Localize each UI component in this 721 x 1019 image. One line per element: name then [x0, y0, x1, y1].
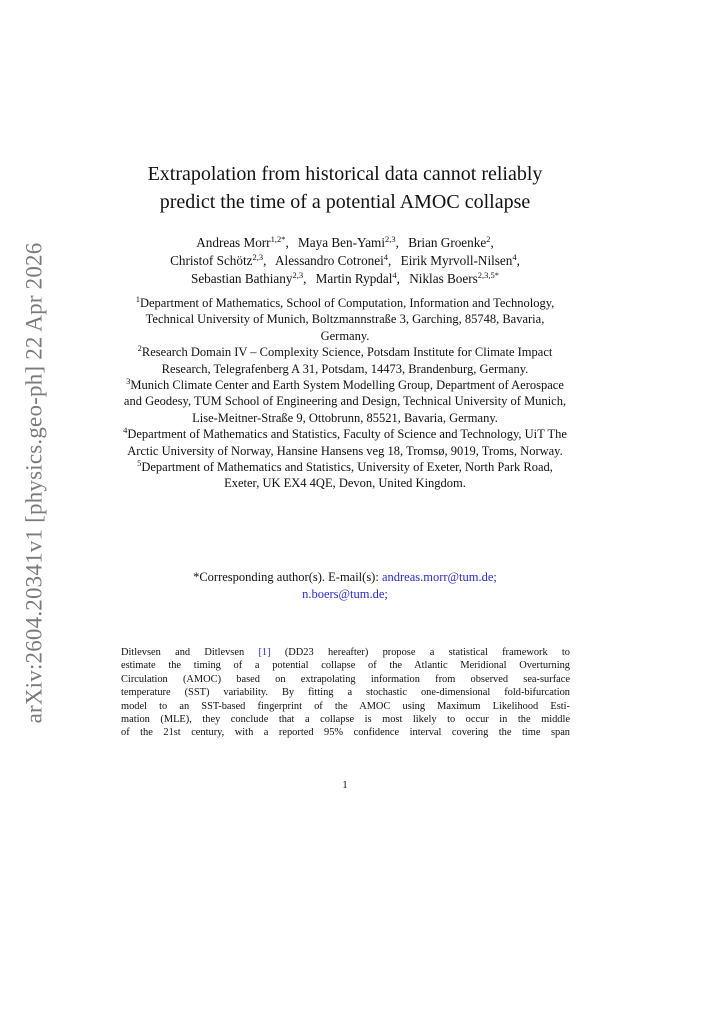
author-list — [110, 234, 580, 288]
title-line-1: Extrapolation from historical data cannot reliably — [147, 163, 543, 185]
author-line-1 — [110, 234, 580, 252]
author: Martin Rypdal$^4$, — [315, 270, 400, 286]
corresponding-authors — [120, 569, 570, 603]
author-line-3 — [110, 270, 580, 288]
affiliations — [120, 295, 570, 492]
arxiv-identifier: arXiv:2604.20341v1 [physics.geo-ph] 22 Apr 2026 — [21, 242, 46, 723]
author: Niklas Boers$^{2,3,5*}$ — [409, 270, 500, 286]
paper-title — [120, 160, 570, 216]
email-link-boers[interactable]: n.boers@tum.de; — [302, 587, 388, 601]
abstract — [121, 646, 570, 740]
abstract-line: model to an SST-based fingerprint of the AMOC using Maximum Likelihood Esti- — [121, 700, 570, 712]
author: Alessandro Cotronei$^4$, — [275, 252, 392, 268]
affiliation: $^3$Munich Climate Center and Earth System Modelling Group, Department of Aerospace and Geodesy, TUM School of Engineering and Design, Technical University of Munich, Lise-Meitner-Straße 9, Ottobrunn, 85521, Bavaria, Germany. — [123, 376, 567, 425]
author: Eirik Myrvoll-Nilsen$^4$, — [400, 252, 520, 268]
page-number: 1 — [342, 779, 348, 791]
arxiv-sidebar — [12, 242, 56, 723]
affiliation: $^1$Department of Mathematics, School of Computation, Information and Technology, Technical University of Munich, Boltzmannstraße 3, Garching, 85748, Bavaria, Germany. — [135, 294, 555, 343]
abstract-line: estimate the timing of a potential collapse of the Atlantic Meridional Overturning — [121, 660, 570, 672]
abstract-line: of the 21st century, with a reported 95% confidence interval covering the time span — [121, 727, 570, 739]
author: Andreas Morr$^{1,2*}$, — [196, 234, 289, 250]
author: Maya Ben-Yami$^{2,3}$, — [298, 234, 399, 250]
abstract-line: mation (MLE), they conclude that a collapse is most likely to occur in the middle — [121, 714, 570, 726]
affiliation: $^2$Research Domain IV – Complexity Science, Potsdam Institute for Climate Impact Research, Telegrafenberg A 31, Potsdam, 14473, Brandenburg, Germany. — [137, 343, 553, 376]
abstract-line: Ditlevsen and Ditlevsen [1] (DD23 hereafter) propose a statistical framework to — [121, 647, 570, 658]
abstract-line: Circulation (AMOC) based on extrapolating information from observed sea-surface — [121, 673, 570, 685]
abstract-line: temperature (SST) variability. By fitting a stochastic one-dimensional fold-bifurcation — [121, 687, 570, 699]
author: Christof Schötz$^{2,3}$, — [170, 252, 267, 268]
corresponding-label: *Corresponding author(s). E-mail(s): — [193, 570, 379, 584]
email-link-morr[interactable]: andreas.morr@tum.de; — [381, 570, 497, 584]
affiliation: $^4$Department of Mathematics and Statistics, Faculty of Science and Technology, UiT The Arctic University of Norway, Hansine Hansens veg 18, Tromsø, 9019, Troms, Norway. — [123, 425, 567, 458]
author-line-2 — [110, 252, 580, 270]
citation-link[interactable]: [1] — [258, 647, 271, 658]
affiliation: $^5$Department of Mathematics and Statistics, University of Exeter, North Park Road, Exeter, UK EX4 4QE, Devon, United Kingdom. — [137, 458, 553, 491]
author: Brian Groenke$^2$, — [408, 234, 494, 250]
author: Sebastian Bathiany$^{2,3}$, — [190, 270, 307, 286]
corresponding-line-2 — [120, 586, 570, 603]
title-line-2: predict the time of a potential AMOC collapse — [159, 191, 531, 213]
corresponding-line-1 — [120, 569, 570, 586]
